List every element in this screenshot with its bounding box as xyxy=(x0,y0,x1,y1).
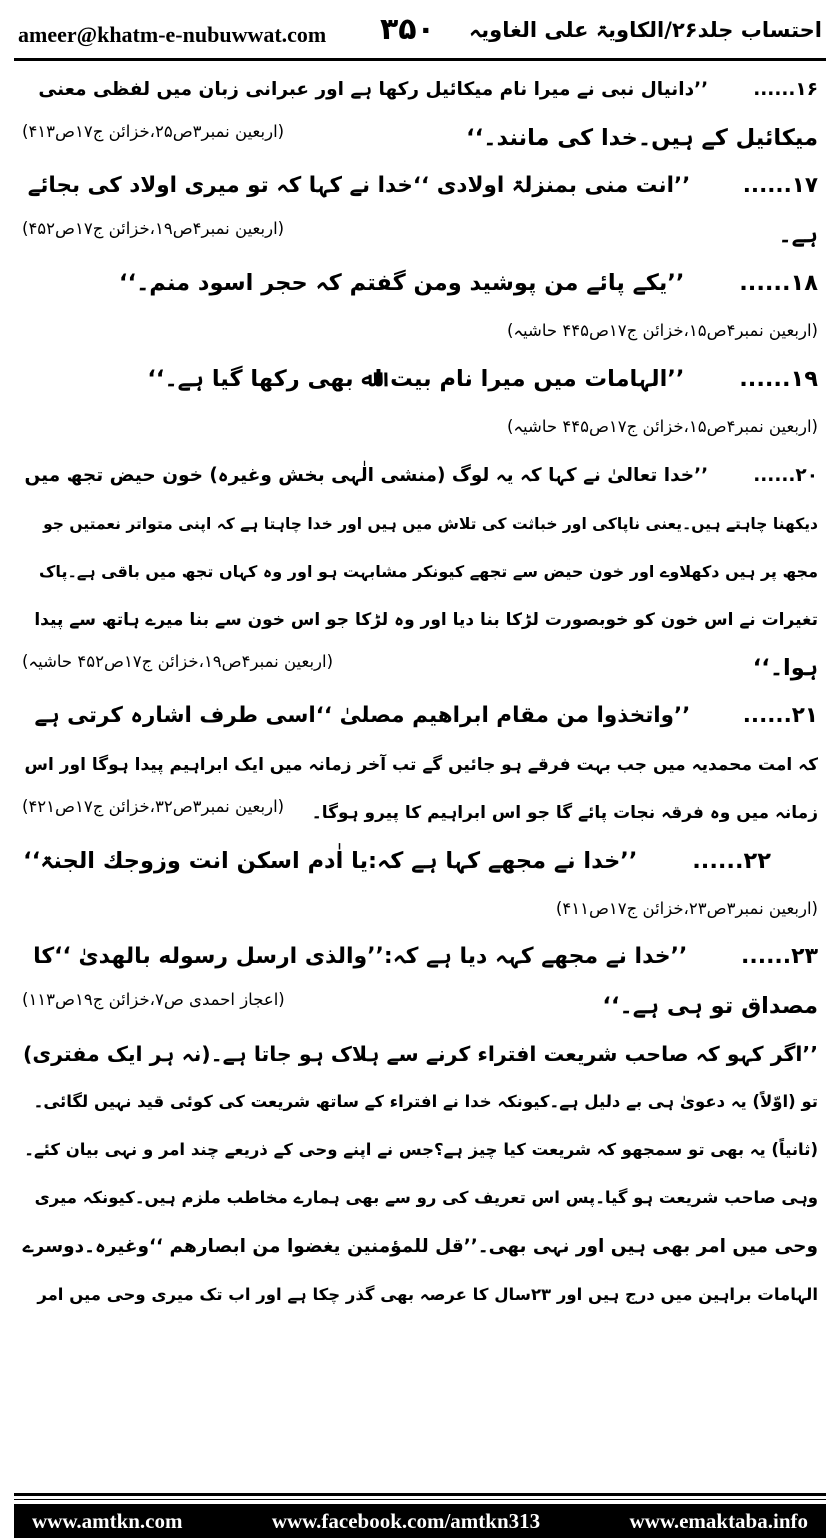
line-text: ۱۶...... ’’دانیال نبی نے میرا نام میکائیل رکھا ہے اور عبرانی زبان میں لفظی معنی xyxy=(38,79,818,100)
footer-link-amtkn[interactable]: www.amtkn.com xyxy=(32,1508,183,1533)
line-text: ۲۰...... ’’خدا تعالیٰ نے کہا کہ یہ لوگ (منشی الٰہی بخش وغیرہ) خون حیض تجھ میں xyxy=(24,464,818,486)
book-title: احتساب جلد۲۶/الکاویۃ علی الغاویہ xyxy=(468,18,822,42)
header-email[interactable]: ameer@khatm-e-nubuwwat.com xyxy=(18,22,327,47)
text-line xyxy=(22,935,818,983)
line-text: الہامات براہین میں درج ہیں اور ۲۳سال کا عرصہ بھی گذر چکا ہے اور اب تک میری وحی میں امر xyxy=(37,1284,818,1304)
text-line xyxy=(22,1128,818,1176)
line-text: ’’اگر کہو کہ صاحب شریعت افتراء کرنے سے ہلاک ہو جاتا ہے۔(نہ ہر ایک مفتری) xyxy=(22,1041,818,1066)
line-text: ۲۱...... ’’واتخذوا من مقام ابراهیم مصلیٰ ‘‘اسی طرف اشارہ کرتی ہے xyxy=(34,703,818,729)
line-text: ۱۸...... ’’یکے پائے من پوشید ومن گفتم کہ حجر اسود منم۔‘‘ xyxy=(119,269,818,296)
line-text: زمانہ میں وہ فرقہ نجات پائے گا جو اس ابراہیم کا پیرو ہوگا۔ xyxy=(311,802,818,823)
line-text: میکائیل کے ہیں۔خدا کی مانند۔‘‘ xyxy=(466,125,818,152)
line-text: تغیرات نے اس خون کو خوبصورت لڑکا بنا دیا اور وہ لڑکا جو اس خون سے بنا میرے ہاتھ سے پیدا xyxy=(34,610,818,631)
text-line xyxy=(22,743,818,791)
reference-citation: (اربعین نمبر۴ص۱۵،خزائن ج۱۷ص۴۴۵ حاشیہ) xyxy=(506,320,818,340)
line-text: دیکھنا چاہتے ہیں۔یعنی ناپاکی اور خباثت کی تلاش میں ہیں اور خدا چاہتا ہے کہ اپنی متواتر نعمتیں جو xyxy=(43,514,818,533)
page-footer xyxy=(14,1504,826,1538)
line-text: ۲۲...... ’’خدا نے مجھے کہا ہے کہ:یا اٰدم اسکن انت وزوجك الجنۃ‘‘ xyxy=(23,848,818,874)
text-line xyxy=(22,887,818,935)
reference-citation: (اعجاز احمدی ص۷،خزائن ج۱۹ص۱۱۳) xyxy=(22,989,285,1009)
line-text: (ثانیاً) یہ بھی تو سمجھو کہ شریعت کیا چیز ہے؟جس نے اپنے وحی کے ذریعے چند امر و نہی بیان کئے۔ xyxy=(24,1140,818,1160)
text-line xyxy=(22,1273,818,1321)
footer-rule xyxy=(14,1493,826,1496)
line-text: کہ امت محمدیہ میں جب بہت فرقے ہو جائیں گے تب آخر زمانہ میں ایک ابراہیم پیدا ہوگا اور اس xyxy=(24,754,818,775)
reference-citation: (اربعین نمبر۴ص۱۹،خزائن ج۱۷ص۴۵۲ حاشیہ) xyxy=(22,652,334,672)
line-text: مصداق تو ہی ہے۔‘‘ xyxy=(602,992,818,1019)
text-line xyxy=(22,68,818,116)
line-text: ۱۷...... ’’انت منی بمنزلۃ اولادی ‘‘خدا نے کہا کہ تو میری اولاد کی بجائے xyxy=(27,173,818,199)
reference-citation: (اربعین نمبر۴ص۱۵،خزائن ج۱۷ص۴۴۵ حاشیہ) xyxy=(506,417,818,437)
line-text: تو (اوّلاً) یہ دعویٰ ہی بے دلیل ہے۔کیونکہ خدا نے افتراء کے ساتھ شریعت کی کوئی قید نہیں لگائی۔ xyxy=(33,1091,818,1111)
page-body xyxy=(22,68,818,1321)
text-line xyxy=(22,1032,818,1080)
text-line xyxy=(22,164,818,212)
reference-citation: (اربعین نمبر۳ص۲۳،خزائن ج۱۷ص۴۱۱) xyxy=(555,899,818,919)
page-number: ۳۵۰ xyxy=(380,12,435,47)
text-line xyxy=(22,791,818,839)
text-line xyxy=(22,1225,818,1273)
reference-citation: (اربعین نمبر۳ص۳۲،خزائن ج۱۷ص۴۲۱) xyxy=(22,796,285,816)
line-text: ۱۹...... ’’الہامات میں میرا نام بیت اﷲ بھی رکھا گیا ہے۔‘‘ xyxy=(147,366,818,393)
footer-link-facebook[interactable]: www.facebook.com/amtkn313 xyxy=(271,1508,541,1533)
reference-citation: (اربعین نمبر۳ص۲۵،خزائن ج۱۷ص۴۱۳) xyxy=(22,122,285,142)
text-line xyxy=(22,646,818,694)
text-line xyxy=(22,694,818,742)
reference-citation: (اربعین نمبر۴ص۱۹،خزائن ج۱۷ص۴۵۲) xyxy=(22,218,285,238)
line-text: وحی میں امر بھی ہیں اور نہی بھی۔’’قل للمؤمنین یغضوا من ابصارهم ‘‘وغیرہ۔دوسرے xyxy=(22,1235,818,1257)
line-text: ہے۔ xyxy=(778,221,818,248)
line-text: ہوا۔‘‘ xyxy=(752,655,818,682)
text-line xyxy=(22,116,818,164)
line-text: مجھ پر ہیں دکھلاوے اور خون حیض سے تجھے کیونکر مشابہت ہو اور وہ کہاں تجھ میں باقی ہے۔پاک xyxy=(39,561,818,581)
header-rule xyxy=(14,58,826,61)
line-text: ۲۳...... ’’خدا نے مجھے کہہ دیا ہے کہ:’’والذی ارسل رسوله بالهدیٰ ‘‘کا xyxy=(33,944,818,970)
line-text: وہی صاحب شریعت ہو گیا۔پس اس تعریف کی رو سے بھی ہمارے مخاطب ملزم ہیں۔کیونکہ میری xyxy=(34,1188,818,1208)
text-line xyxy=(22,1176,818,1224)
text-line xyxy=(22,550,818,598)
text-line xyxy=(22,261,818,309)
text-line xyxy=(22,309,818,357)
text-line xyxy=(22,454,818,502)
footer-link-emaktaba[interactable]: www.emaktaba.info xyxy=(629,1508,808,1533)
footer-rule-thin xyxy=(14,1499,826,1500)
text-line xyxy=(22,405,818,453)
text-line xyxy=(22,357,818,405)
page-header xyxy=(18,8,822,58)
text-line xyxy=(22,1080,818,1128)
text-line xyxy=(22,598,818,646)
text-line xyxy=(22,839,818,887)
text-line xyxy=(22,213,818,261)
text-line xyxy=(22,502,818,550)
text-line xyxy=(22,984,818,1032)
